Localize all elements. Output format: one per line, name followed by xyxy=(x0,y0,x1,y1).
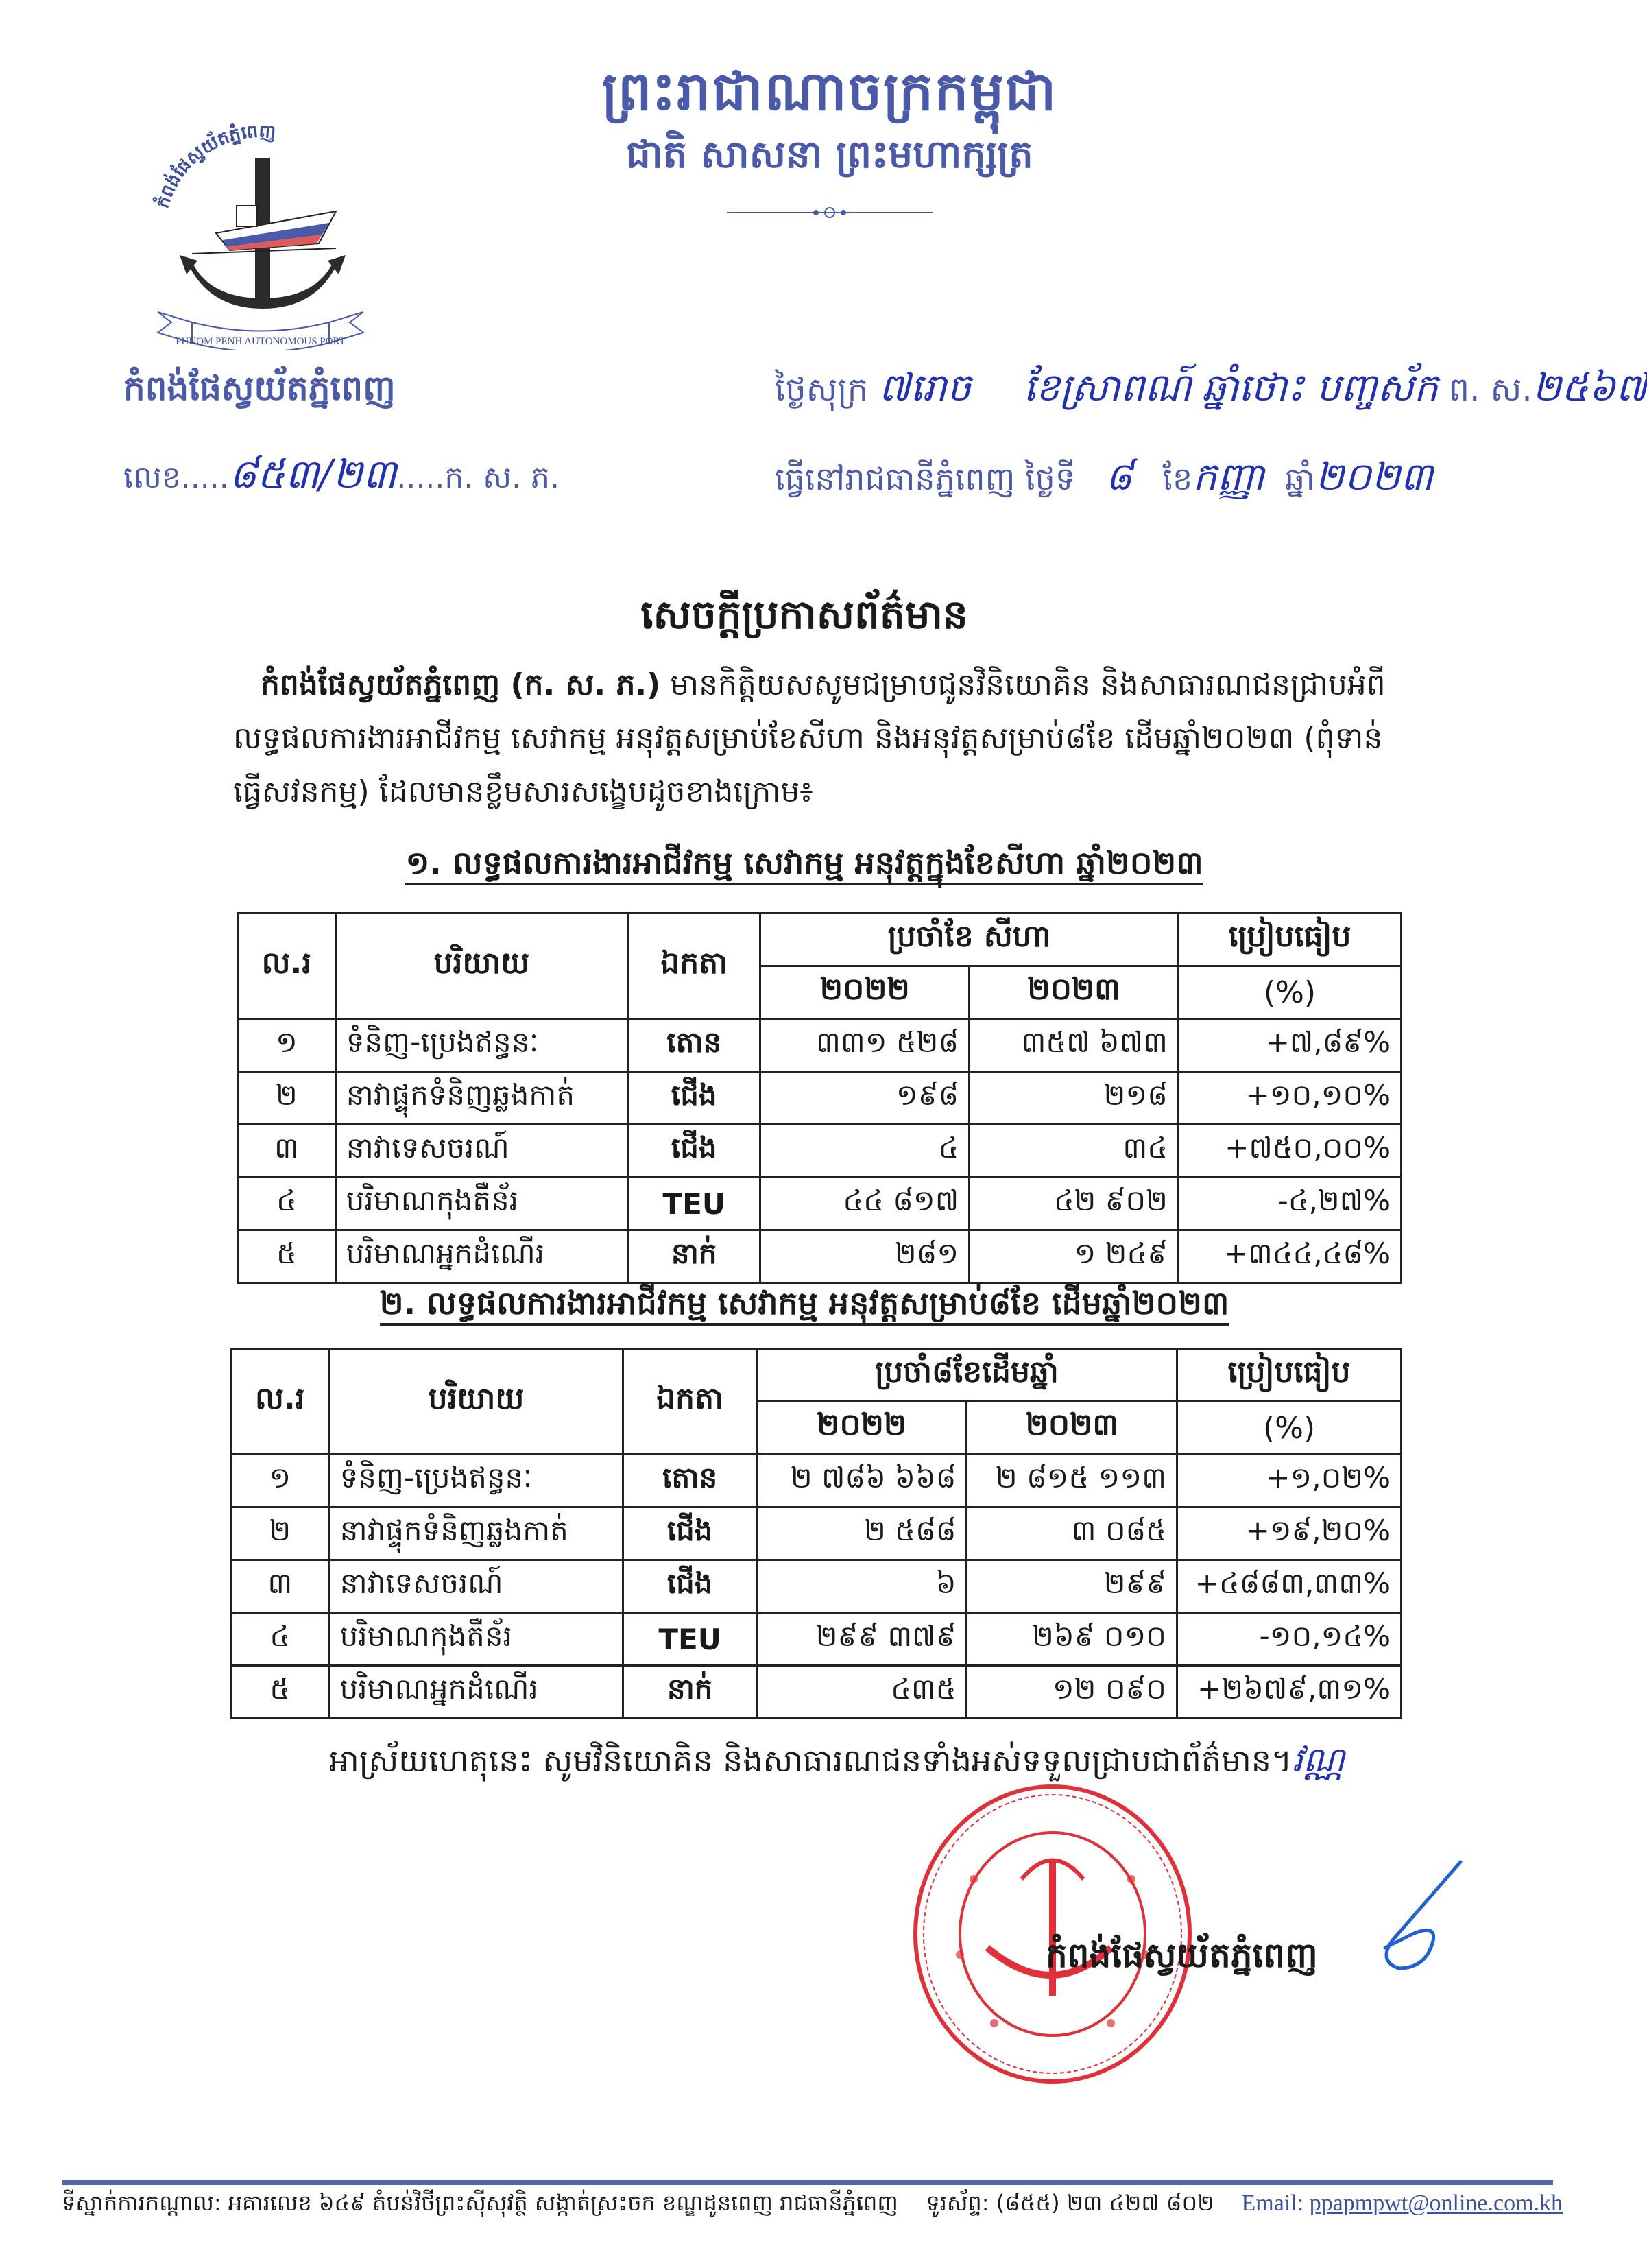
table-row xyxy=(238,1230,1402,1283)
row-description: ទំនិញ-ប្រេងឥន្ធនៈ xyxy=(329,1455,623,1507)
table-row xyxy=(231,1455,1402,1507)
value-2022: ២ ៧៨៦ ៦៦៨ xyxy=(756,1455,967,1507)
table-row xyxy=(238,1019,1402,1072)
section-1-heading-text: ១. លទ្ធផលការងារអាជីវកម្ម សេវាកម្ម អនុវត្តក្នុងខែសីហា ឆ្នាំ២០២៣ xyxy=(405,844,1203,885)
row-description: បរិមាណអ្នកដំណើរ xyxy=(335,1230,627,1283)
row-unit: តោន xyxy=(623,1455,757,1507)
reference-number: លេខ.....៨៥៣/២៣.....ក. ស. ភ. xyxy=(123,451,560,497)
value-2023: ១២ ០៩០ xyxy=(967,1666,1177,1719)
row-number: ៤ xyxy=(238,1178,336,1230)
table-row xyxy=(231,1613,1402,1666)
value-2022: ៣៣១ ៥២៨ xyxy=(760,1019,970,1072)
row-unit: ជើង xyxy=(628,1125,760,1178)
intro-body: មានកិត្តិយសសូមជម្រាបជូនវិនិយោគិន និងសាធារណជនជ្រាបអំពីលទ្ធផលការងារអាជីវកម្ម សេវាកម្ម អនុវត្តសម្រាប់ខែសីហា និងអនុវត្តសម្រាប់៨ខែ ដើមឆ្នាំ២០២៣ (ពុំទាន់ធ្វើសវនកម្ម) ដែលមានខ្លឹមសារសង្ខេបដូចខាងក្រោម៖ xyxy=(233,667,1386,809)
lunar-year: ឆ្នាំថោះ បញ្ចស័ក xyxy=(1201,366,1439,410)
ref-number-handwritten: ៨៥៣/២៣ xyxy=(228,451,397,497)
row-number: ៥ xyxy=(238,1230,336,1283)
value-2023: ២៦៩ ០១០ xyxy=(967,1613,1177,1666)
ornament-divider-icon xyxy=(727,206,933,219)
value-2022: ៤៤ ៨១៧ xyxy=(760,1178,970,1230)
value-2022: ១៩៨ xyxy=(760,1072,970,1125)
row-description: បរិមាណកុងតឺន័រ xyxy=(329,1613,623,1666)
footer-contact xyxy=(62,2189,1563,2221)
date-day: ៨ xyxy=(1105,455,1133,499)
organization-name: កំពង់ផែស្វយ័តភ្នំពេញ xyxy=(123,368,396,408)
col-year-2023: ២០២៣ xyxy=(967,1402,1177,1455)
change-percent: +៧,៨៩% xyxy=(1178,1019,1401,1072)
footer-phone: ទូរស័ព្ទ: (៨៥៥) ២៣ ៤២៧ ៨០២ xyxy=(926,2190,1214,2216)
ref-prefix: លេខ xyxy=(123,460,181,495)
closing-text: អាស្រ័យហេតុនេះ សូមវិនិយោគិន និងសាធារណជនទាំងអស់ទទួលជ្រាបជាព័ត៌មាន។ xyxy=(329,1742,1293,1779)
date-year: ២០២៣ xyxy=(1314,455,1434,499)
section-2-heading-text: ២. លទ្ធផលការងារអាជីវកម្ម សេវាកម្ម អនុវត្តសម្រាប់៨ខែ ដើមឆ្នាំ២០២៣ xyxy=(380,1285,1229,1326)
value-2022: ៦ xyxy=(756,1560,967,1613)
table-row xyxy=(238,1072,1402,1125)
logo-text-km: កំពង់ផែស្វយ័តភ្នំពេញ xyxy=(152,121,277,211)
row-number: ២ xyxy=(231,1507,330,1560)
col-year-2022: ២០២២ xyxy=(760,966,970,1019)
change-percent: +១,០២% xyxy=(1177,1455,1402,1507)
row-description: នាវាផ្ទុកទំនិញឆ្លងកាត់ xyxy=(329,1507,623,1560)
col-period: ប្រចាំខែ សីហា xyxy=(760,914,1179,966)
row-description: នាវាទេសចរណ៍ xyxy=(335,1125,627,1178)
col-year-2023: ២០២៣ xyxy=(970,966,1179,1019)
change-percent: -៤,២៧% xyxy=(1178,1178,1401,1230)
row-number: ១ xyxy=(238,1019,336,1072)
value-2023: ៣ ០៨៥ xyxy=(967,1507,1177,1560)
table-row xyxy=(231,1507,1402,1560)
value-2023: ៣៤ xyxy=(970,1125,1179,1178)
eight-month-results-table xyxy=(230,1348,1402,1719)
lunar-day-value: ៧រោច xyxy=(878,366,972,410)
ref-suffix: ក. ស. ភ. xyxy=(444,460,560,495)
row-number: ១ xyxy=(231,1455,330,1507)
row-number: ៥ xyxy=(231,1666,330,1719)
value-2022: ២៩៩ ៣៧៩ xyxy=(756,1613,967,1666)
col-no: ល.រ xyxy=(238,914,336,1019)
col-compare-unit: (%) xyxy=(1178,966,1401,1019)
initials-handwritten: វណ្ណ xyxy=(1292,1740,1345,1780)
year-label: ឆ្នាំ xyxy=(1285,460,1315,497)
place-date xyxy=(775,453,1433,509)
email-link[interactable]: ppapmpwt@online.com.kh xyxy=(1309,2191,1563,2216)
row-description: បរិមាណអ្នកដំណើរ xyxy=(329,1666,623,1719)
value-2023: ៣៥៧ ៦៧៣ xyxy=(970,1019,1179,1072)
port-logo xyxy=(137,103,384,350)
row-description: នាវាផ្ទុកទំនិញឆ្លងកាត់ xyxy=(335,1072,627,1125)
table-row xyxy=(238,1125,1402,1178)
monthly-results-table xyxy=(237,912,1402,1284)
value-2022: ២ ៥៨៨ xyxy=(756,1507,967,1560)
lunar-month: ខែស្រាពណ៍ xyxy=(1023,366,1192,410)
kingdom-title: ព្រះរាជាណាចក្រកម្ពុជា xyxy=(601,61,1058,123)
row-number: ៤ xyxy=(231,1613,330,1666)
footer-divider xyxy=(62,2180,1553,2185)
era-value: ២៥៦៧ xyxy=(1532,366,1647,410)
row-unit: ជើង xyxy=(628,1072,760,1125)
logo-text-en: PHNOM PENH AUTONOMOUS PORT xyxy=(176,336,346,347)
change-percent: +៣៤៤,៤៨% xyxy=(1178,1230,1401,1283)
col-compare-unit: (%) xyxy=(1177,1402,1402,1455)
section-1-heading xyxy=(0,844,1609,890)
place-label: ធ្វើនៅរាជធានីភ្នំពេញ ថ្ងៃទី xyxy=(775,460,1076,497)
col-compare: ប្រៀបធៀប xyxy=(1178,914,1401,966)
change-percent: +២៦៧៩,៣១% xyxy=(1177,1666,1402,1719)
lunar-day-label: ថ្ងៃសុក្រ xyxy=(775,370,869,409)
table-row xyxy=(238,1178,1402,1230)
value-2022: ២៨១ xyxy=(760,1230,970,1283)
col-year-2022: ២០២២ xyxy=(756,1402,967,1455)
table-row xyxy=(231,1666,1402,1719)
row-number: ២ xyxy=(238,1072,336,1125)
signer-organization: កំពង់ផែស្វយ័តភ្នំពេញ xyxy=(1046,1935,1318,1975)
value-2023: ២១៨ xyxy=(970,1072,1179,1125)
row-unit: ជើង xyxy=(623,1507,757,1560)
change-percent: +១០,១០% xyxy=(1178,1072,1401,1125)
col-description: បរិយាយ xyxy=(335,914,627,1019)
change-percent: +៧៥០,០០% xyxy=(1178,1125,1401,1178)
national-motto: ជាតិ សាសនា ព្រះមហាក្សត្រ xyxy=(626,132,1033,177)
col-period: ប្រចាំ៨ខែដើមឆ្នាំ xyxy=(756,1349,1177,1402)
intro-lead: កំពង់ផែស្វយ័តភ្នំពេញ (ក. ស. ភ.) xyxy=(261,667,661,702)
row-unit: នាក់ xyxy=(628,1230,760,1283)
row-unit: តោន xyxy=(628,1019,760,1072)
month-label: ខែ xyxy=(1162,460,1193,497)
intro-paragraph xyxy=(233,658,1433,819)
value-2023: ២ ៨១៥ ១១៣ xyxy=(967,1455,1177,1507)
row-description: ទំនិញ-ប្រេងឥន្ធនៈ xyxy=(335,1019,627,1072)
row-description: នាវាទេសចរណ៍ xyxy=(329,1560,623,1613)
footer-address: ទីស្នាក់ការកណ្តាល: អគារលេខ ៦៤៩ តំបន់វិថីព្រះស៊ីសុវត្ថិ សង្កាត់ស្រះចក ខណ្ឌដូនពេញ រាជធានីភ្នំពេញ xyxy=(62,2190,898,2216)
row-unit: នាក់ xyxy=(623,1666,757,1719)
value-2022: ៤ xyxy=(760,1125,970,1178)
change-percent: +៤៨៨៣,៣៣% xyxy=(1177,1560,1402,1613)
change-percent: -១០,១៤% xyxy=(1177,1613,1402,1666)
row-unit: TEU xyxy=(628,1178,760,1230)
col-unit: ឯកតា xyxy=(623,1349,757,1455)
handwritten-signature xyxy=(1365,1859,1467,1982)
col-no: ល.រ xyxy=(231,1349,330,1455)
section-2-heading xyxy=(0,1284,1609,1330)
value-2023: ២៩៩ xyxy=(967,1560,1177,1613)
table-row xyxy=(231,1560,1402,1613)
row-description: បរិមាណកុងតឺន័រ xyxy=(335,1178,627,1230)
document-title: សេចក្តីប្រកាសព័ត៌មាន xyxy=(640,591,968,638)
row-unit: TEU xyxy=(623,1613,757,1666)
row-number: ៣ xyxy=(238,1125,336,1178)
value-2022: ៤៣៥ xyxy=(756,1666,967,1719)
change-percent: +១៩,២០% xyxy=(1177,1507,1402,1560)
date-month: កញ្ញា xyxy=(1192,455,1265,499)
col-unit: ឯកតា xyxy=(628,914,760,1019)
row-unit: ជើង xyxy=(623,1560,757,1613)
col-compare: ប្រៀបធៀប xyxy=(1177,1349,1402,1402)
value-2023: ១ ២៤៩ xyxy=(970,1230,1179,1283)
col-description: បរិយាយ xyxy=(329,1349,623,1455)
value-2023: ៤២ ៩០២ xyxy=(970,1178,1179,1230)
lunar-date xyxy=(775,363,1647,420)
era-label: ព. ស. xyxy=(1448,370,1532,409)
email-label: Email: xyxy=(1241,2191,1304,2216)
row-number: ៣ xyxy=(231,1560,330,1613)
